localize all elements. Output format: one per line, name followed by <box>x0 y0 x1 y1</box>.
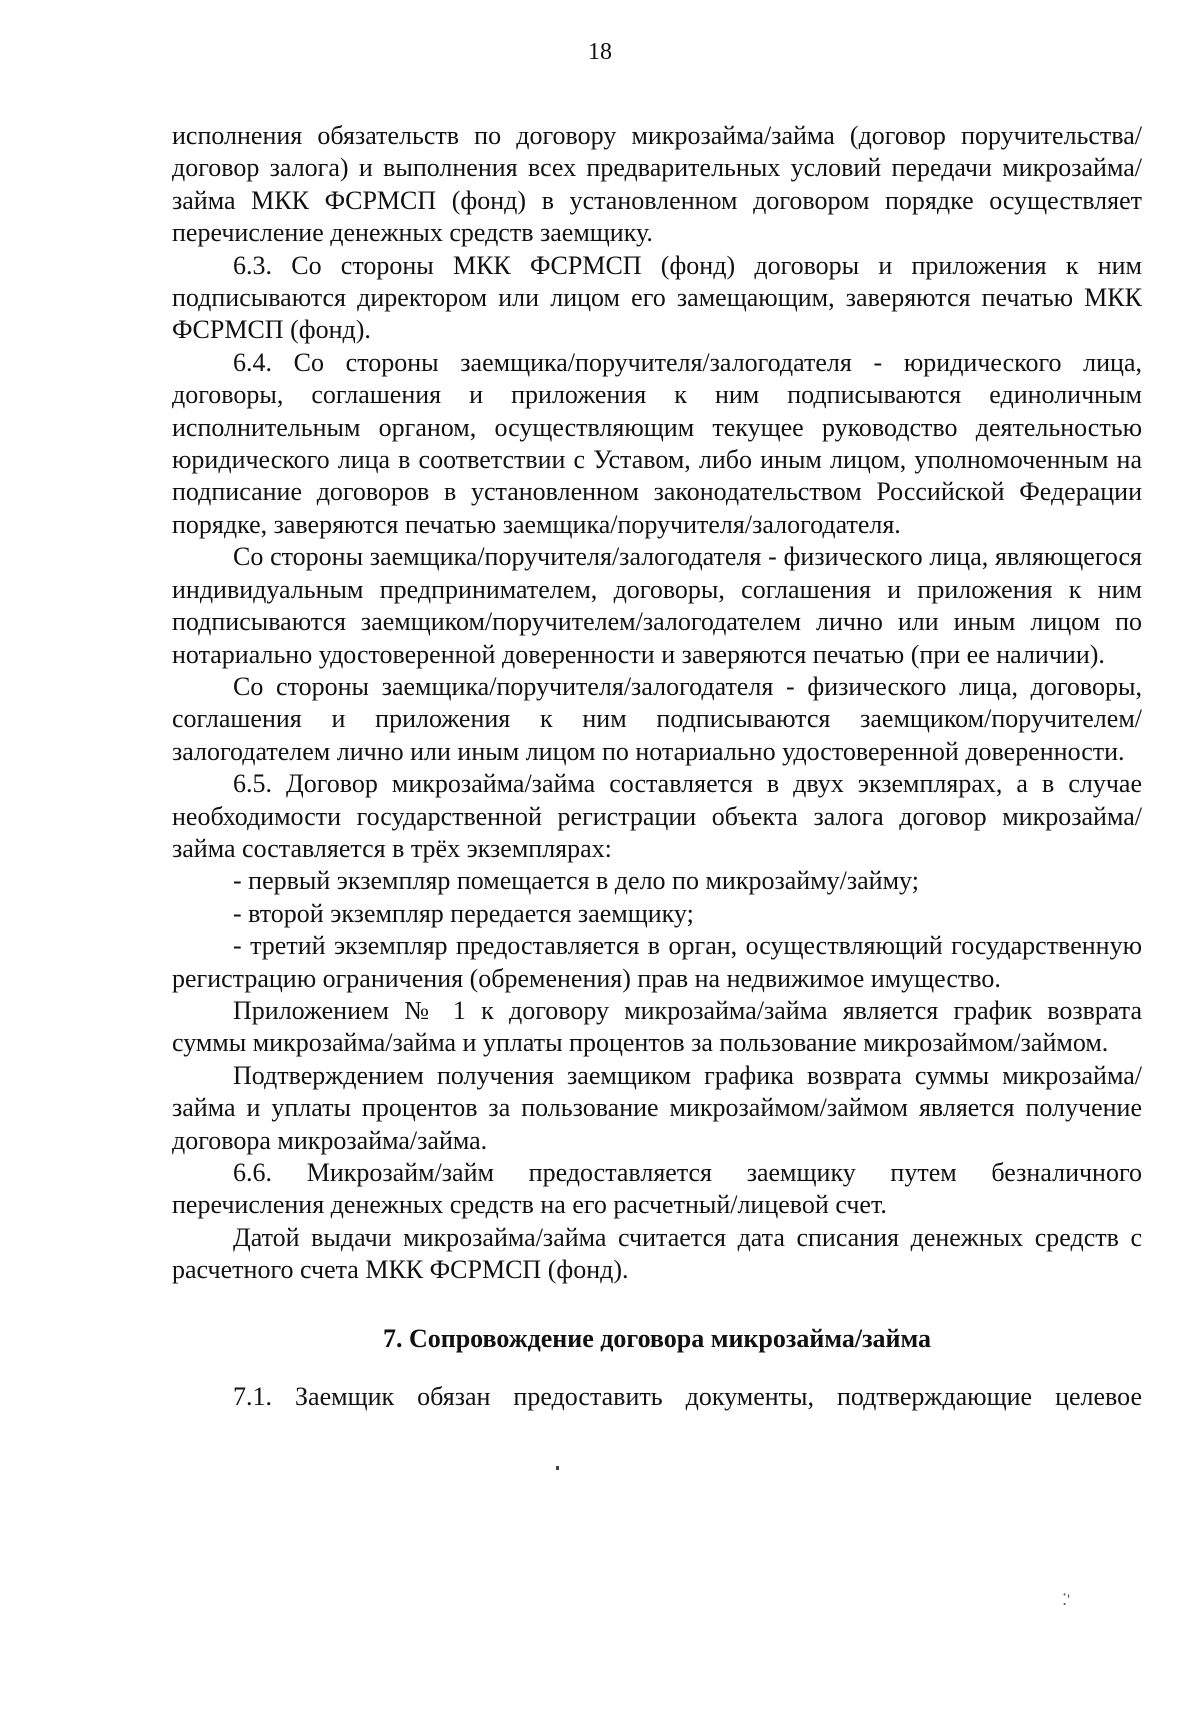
paragraph-continuation: исполнения обязательств по договору микрозайма/займа (договор поручительства/договор залога) и выполнения всех предварительных условий передачи микрозайма/займа МКК ФСРМСП (фонд) в установленном договором порядке осуществляет перечисление денежных средств заемщику. <box>172 121 1142 248</box>
paragraph-appendix-1: Приложением № 1 к договору микрозайма/займа является график возврата суммы микрозайма/займа и уплаты процентов за пользование микрозаймом/займом. <box>172 995 1142 1058</box>
scan-speck <box>556 1466 559 1470</box>
paragraph-6-4: 6.4. Со стороны заемщика/поручителя/залогодателя - юридического лица, договоры, соглашения и приложения к ним подписываются единоличным исполнительным органом, осуществляющим текущее руководство деятельностью юридического лица в соответствии с Уставом, либо иным лицом, уполномоченным на подписание договоров в установленном законодательством Российской Федерации порядке, заверяются печатью заемщика/поручителя/залогодателя. <box>172 347 1142 539</box>
list-item-second-copy: - второй экземпляр передается заемщику; <box>233 898 694 928</box>
section-heading: 7. Сопровождение договора микрозайма/займа <box>382 1323 932 1353</box>
paragraph-confirmation: Подтверждением получения заемщиком графика возврата суммы микрозайма/займа и уплаты процентов за пользование микрозаймом/займом является получение договора микрозайма/займа. <box>172 1060 1142 1155</box>
paragraph-6-6: 6.6. Микрозайм/займ предоставляется заемщику путем безналичного перечисления денежных средств на его расчетный/лицевой счет. <box>172 1158 1142 1220</box>
list-item-first-copy: - первый экземпляр помещается в дело по микрозайму/займу; <box>233 866 919 896</box>
paragraph-7-1: 7.1. Заемщик обязан предоставить документы, подтверждающие целевое <box>233 1382 1142 1412</box>
paragraph-issue-date: Датой выдачи микрозайма/займа считается дата списания денежных средств с расчетного счета МКК ФСРМСП (фонд). <box>172 1222 1142 1285</box>
paragraph-6-5: 6.5. Договор микрозайма/займа составляется в двух экземплярах, а в случае необходимости государственной регистрации объекта залога договор микрозайма/займа составляется в трёх экземплярах: <box>172 769 1142 863</box>
paragraph-individual: Со стороны заемщика/поручителя/залогодателя - физического лица, договоры, соглашения и приложения к ним подписываются заемщиком/поручителем/залогодателем лично или иным лицом по нотариально удостоверенной доверенности. <box>172 671 1142 766</box>
document-body <box>172 120 1142 1413</box>
list-item-third-copy: - третий экземпляр предоставляется в орган, осуществляющий государственную регистрацию ограничения (обременения) прав на недвижимое имущество. <box>172 931 1142 993</box>
page-number: 18 <box>588 39 612 65</box>
paragraph-individual-entrepreneur: Со стороны заемщика/поручителя/залогодателя - физического лица, являющегося индивидуальным предпринимателем, договоры, соглашения и приложения к ним подписываются заемщиком/поручителем/залогодателем лично или иным лицом по нотариально удостоверенной доверенности и заверяются печатью (при ее наличии). <box>172 542 1142 669</box>
scan-artifact-mark: ⁚' <box>1062 1592 1070 1609</box>
paragraph-6-3: 6.3. Со стороны МКК ФСРМСП (фонд) договоры и приложения к ним подписываются директором или лицом его замещающим, заверяются печатью МКК ФСРМСП (фонд). <box>172 250 1142 345</box>
